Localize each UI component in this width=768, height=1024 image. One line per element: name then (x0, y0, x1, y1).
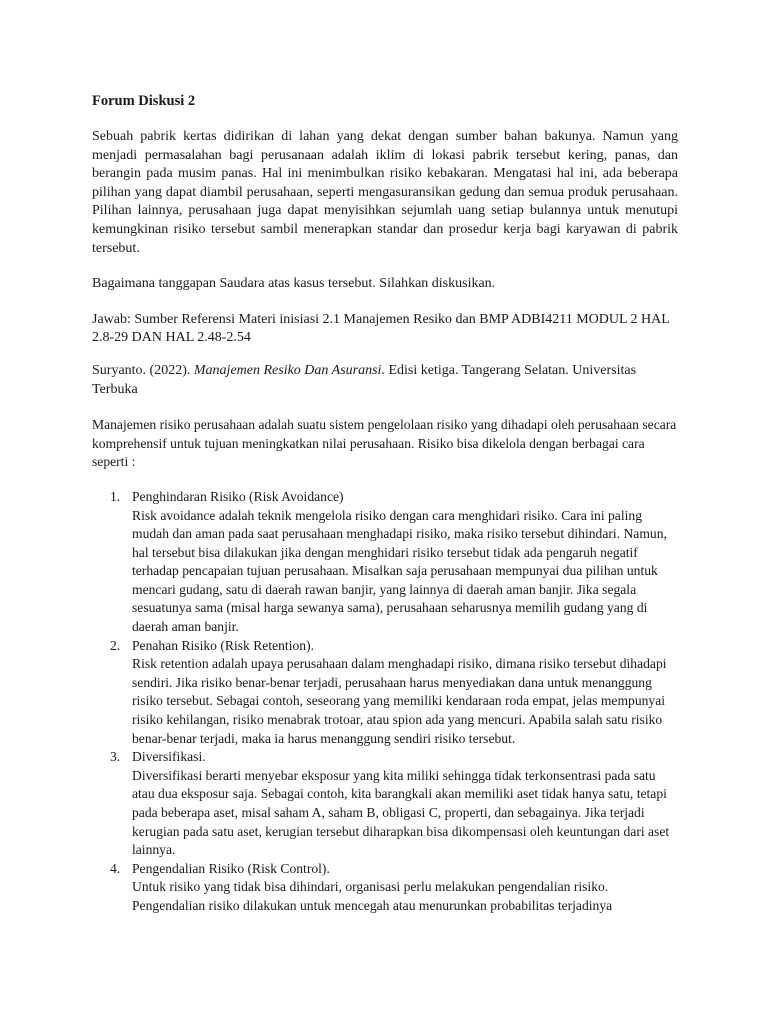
intro-paragraph: Manajemen risiko perusahaan adalah suatu sistem pengelolaan risiko yang dihadapi oleh perusahaan secara komprehensif untuk tujuan meningkatkan nilai perusahaan. Risiko bisa dikelola dengan berbagai cara seperti : (92, 417, 677, 470)
list-item (92, 748, 678, 860)
list-item-text: Risk avoidance adalah teknik mengelola risiko dengan cara menghidari risiko. Cara ini paling mudah dan aman pada saat perusahaan menghadapi risiko, maka risiko tersebut dihindari. Namun, hal tersebut bisa dilakukan jika dengan menghidari risiko tersebut tidak ada pengaruh negatif terhadap pencapaian tujuan perusahaan. Misalkan saja perusahaan mempunyai dua pilihan untuk mencari gudang, satu di daerah rawan banjir, yang lainnya di daerah aman banjir. Jika segala sesuatunya sama (misal harga sewanya sama), perusahaan seharusnya memilih gudang yang di daerah aman banjir. (132, 507, 667, 635)
list-item-text: Diversifikasi berarti menyebar eksposur yang kita miliki sehingga tidak terkonsentrasi pada satu atau dua eksposur saja. Sebagai contoh, kita barangkali akan memiliki aset tidak hanya satu, tetapi pada beberapa aset, misal saham A, saham B, obligasi C, properti, dan sebagainya. Jika terjadi kerugian pada satu aset, kerugian tersebut diharapkan bisa dikompensasi oleh keuntungan dari aset lainnya. (132, 767, 670, 858)
list-item (92, 637, 678, 749)
citation-suffix: Edisi ketiga. Tangerang Selatan. Universitas Terbuka (92, 362, 637, 397)
page-title: Forum Diskusi 2 (92, 93, 196, 109)
list-item-number: 3. (110, 749, 121, 765)
list-item (92, 860, 678, 916)
risk-management-list (92, 488, 678, 916)
list-item-text: Untuk risiko yang tidak bisa dihindari, organisasi perlu melakukan pengendalian risiko. Pengendalian risiko dilakukan untuk mencegah atau menurunkan probabilitas terjadinya (132, 879, 613, 913)
list-item-text: Risk retention adalah upaya perusahaan dalam menghadapi risiko, dimana risiko tersebut dihadapi sendiri. Jika risiko benar-benar terjadi, perusahaan harus menyediakan dana untuk menanggung risiko tersebut. Sebagai contoh, seseorang yang memiliki kendaraan roda empat, jelas mempunyai risiko kehilangan, risiko menabrak trotoar, atau spion ada yang mencuri. Apabila salah satu risiko benar-benar terjadi, maka ia harus menanggung sendiri risiko tersebut. (132, 656, 667, 746)
citation-prefix: Suryanto. (2022). (92, 362, 194, 378)
list-item-heading: Pengendalian Risiko (Risk Control). (132, 860, 330, 876)
document-content (92, 92, 678, 916)
answer-reference: Jawab: Sumber Referensi Materi inisiasi 2.1 Manajemen Resiko dan BMP ADBI4211 MODUL 2 HAL 2.8-29 DAN HAL 2.48-2.54 (92, 311, 670, 346)
list-item-number: 4. (110, 860, 121, 876)
question-paragraph: Bagaimana tanggapan Saudara atas kasus tersebut. Silahkan diskusikan. (92, 276, 496, 292)
case-paragraph: Sebuah pabrik kertas didirikan di lahan yang dekat dengan sumber bahan bakunya. Namun yang menjadi permasalahan bagi perusanaan adalah iklim di lokasi pabrik tersebut kering, panas, dan berangin pada musim panas. Hal ini menimbulkan risiko kebakaran. Mengatasi hal ini, ada beberapa pilihan yang dapat diambil perusahaan, seperti mengasuransikan gedung dan semua produk perusahaan. Pilihan lainnya, perusahaan juga dapat menyisihkan sejumlah uang setiap bulannya untuk menutupi kemungkinan risiko tersebut sambil menerapkan standar dan prosedur kerja bagi karyawan di pabrik tersebut. (92, 129, 678, 256)
list-item (92, 488, 678, 637)
list-item-heading: Penghindaran Risiko (Risk Avoidance) (132, 488, 344, 504)
citation-book-title: Manajemen Resiko Dan Asuransi. (193, 362, 385, 378)
list-item-number: 1. (110, 488, 121, 504)
list-item-heading: Penahan Risiko (Risk Retention). (132, 637, 314, 653)
list-item-heading: Diversifikasi. (132, 749, 206, 765)
list-item-number: 2. (110, 637, 121, 653)
citation (92, 362, 678, 399)
